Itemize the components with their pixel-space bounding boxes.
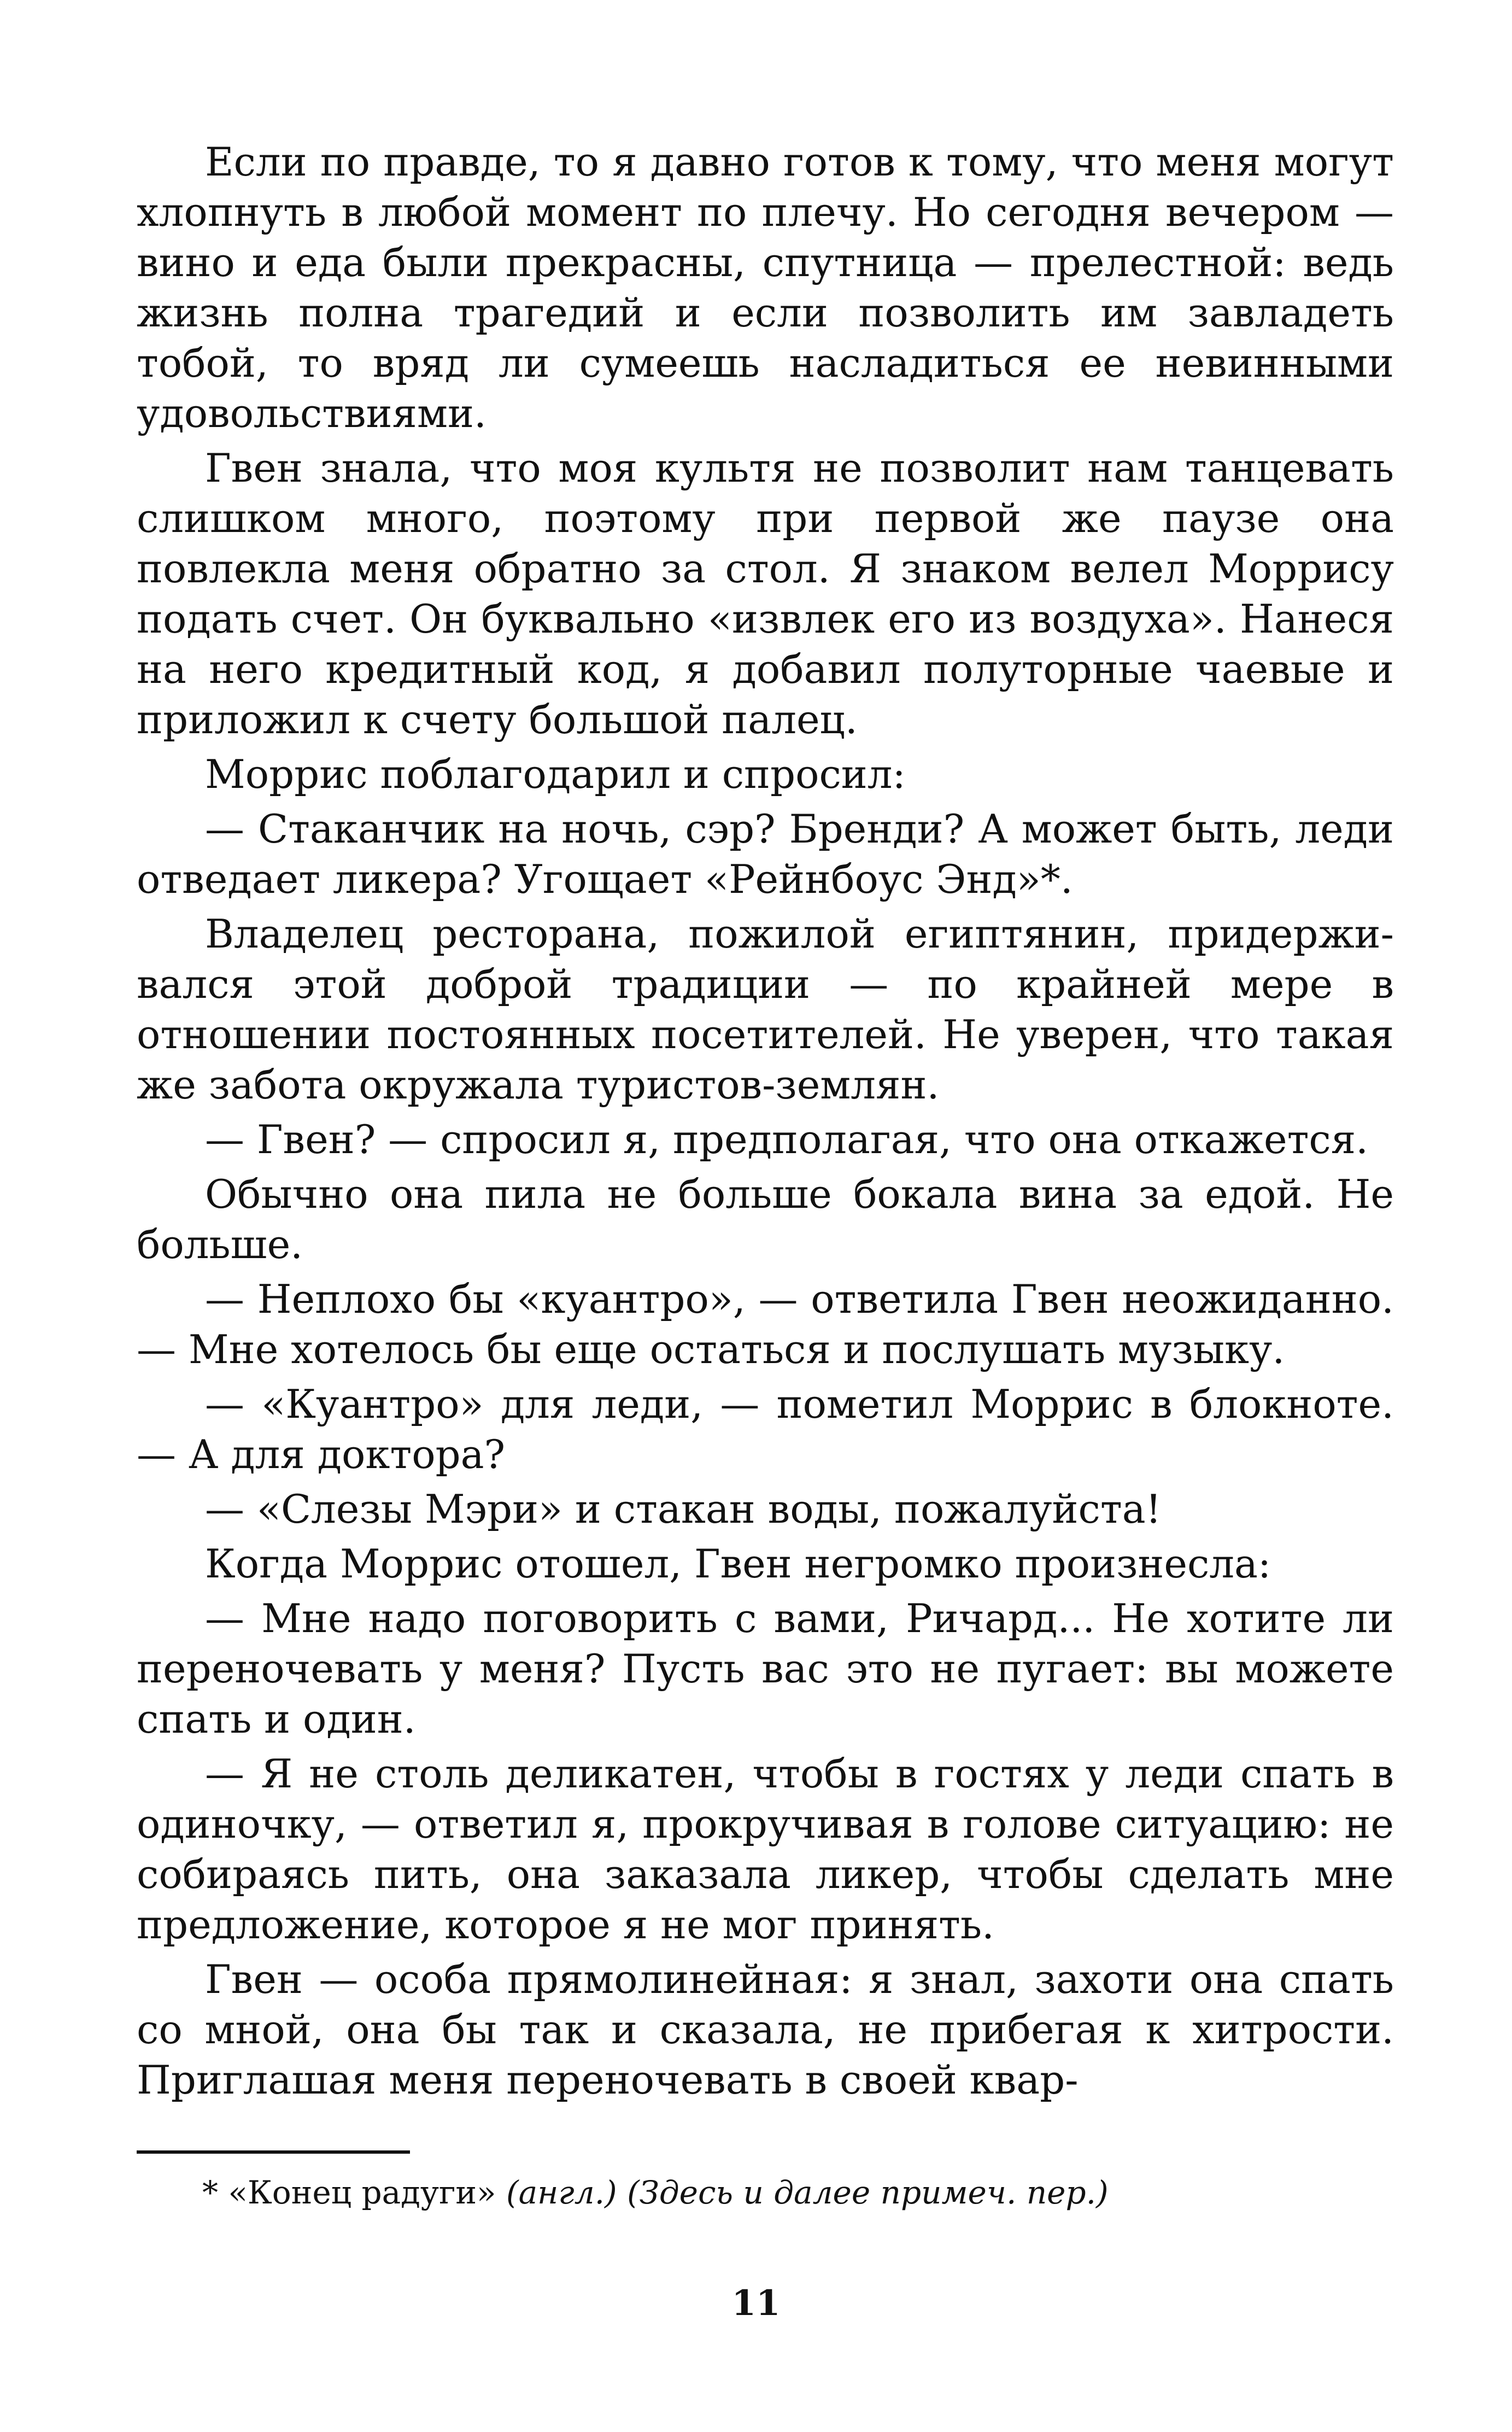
footnote-translator-note: (англ.) (Здесь и далее примеч. пер.): [506, 2174, 1109, 2211]
footnote-divider: [137, 2150, 410, 2154]
paragraph: Владелец ресторана, пожилой египтянин, придерживался этой доброй традиции — по крайней мере в отношении постоянных посетителей. Не уверен, что такая же забота окружала туристов-землян.: [137, 911, 1394, 1108]
footnote-text: «Конец радуги»: [228, 2174, 496, 2211]
paragraph: — Стаканчик на ночь, сэр? Бренди? А может быть, леди отведает ликера? Угощает «Рейнбоус Энд»*.: [137, 806, 1394, 902]
page-number: 11: [731, 2283, 781, 2324]
paragraph: Моррис поблагодарил и спросил:: [205, 751, 906, 797]
paragraph: Обычно она пила не больше бокала вина за едой. Не больше.: [137, 1171, 1394, 1267]
paragraph: — Мне надо поговорить с вами, Ричард... Не хотите ли переночевать у меня? Пусть вас это не пугает: вы можете спать и один.: [137, 1595, 1394, 1742]
paragraph: — Гвен? — спросил я, предполагая, что она откажется.: [205, 1116, 1369, 1162]
paragraph: Гвен знала, что моя культя не позволит нам танцевать слишком много, поэтому при первой же паузе она повлекла меня обратно за стол. Я знаком велел Моррису подать счет. Он буквально «извлек его из воздуха». Нанеся на него кредитный код, я добавил полуторные чаевые и приложил к счету большой палец.: [137, 445, 1394, 743]
paragraph: — «Куантро» для леди, — пометил Моррис в блокноте. — А для доктора?: [137, 1381, 1394, 1477]
paragraph: — Я не столь деликатен, чтобы в гостях у леди спать в одиночку, — ответил я, прокручивая в голове ситуацию: не собираясь пить, она заказала ликер, чтобы сделать мне предложение, которое я не мог принять.: [137, 1751, 1394, 1948]
paragraph: Когда Моррис отошел, Гвен негромко произнесла:: [205, 1541, 1271, 1587]
paragraph: — Неплохо бы «куантро», — ответила Гвен неожиданно. — Мне хотелось бы еще остаться и послушать музыку.: [137, 1276, 1394, 1372]
paragraph: — «Слезы Мэри» и стакан воды, пожалуйста!: [205, 1486, 1162, 1532]
paragraph: Гвен — особа прямолинейная: я знал, захоти она спать со мной, она бы так и сказала, не прибегая к хитрости. Приглашая меня переночевать в своей квар-: [137, 1956, 1394, 2103]
footnote: [202, 2171, 1394, 2214]
paragraph: Если по правде, то я давно готов к тому, что меня могут хлопнуть в любой момент по плечу. Но сегодня вечером — вино и еда были прекрасны, спутница — прелестной: ведь жизнь полна трагедий и если позволить им завладеть тобой, то вряд ли сумеешь насладиться ее невинными удовольствиями.: [137, 139, 1394, 436]
footnote-marker: *: [202, 2174, 218, 2211]
body-text: [137, 137, 1394, 2109]
